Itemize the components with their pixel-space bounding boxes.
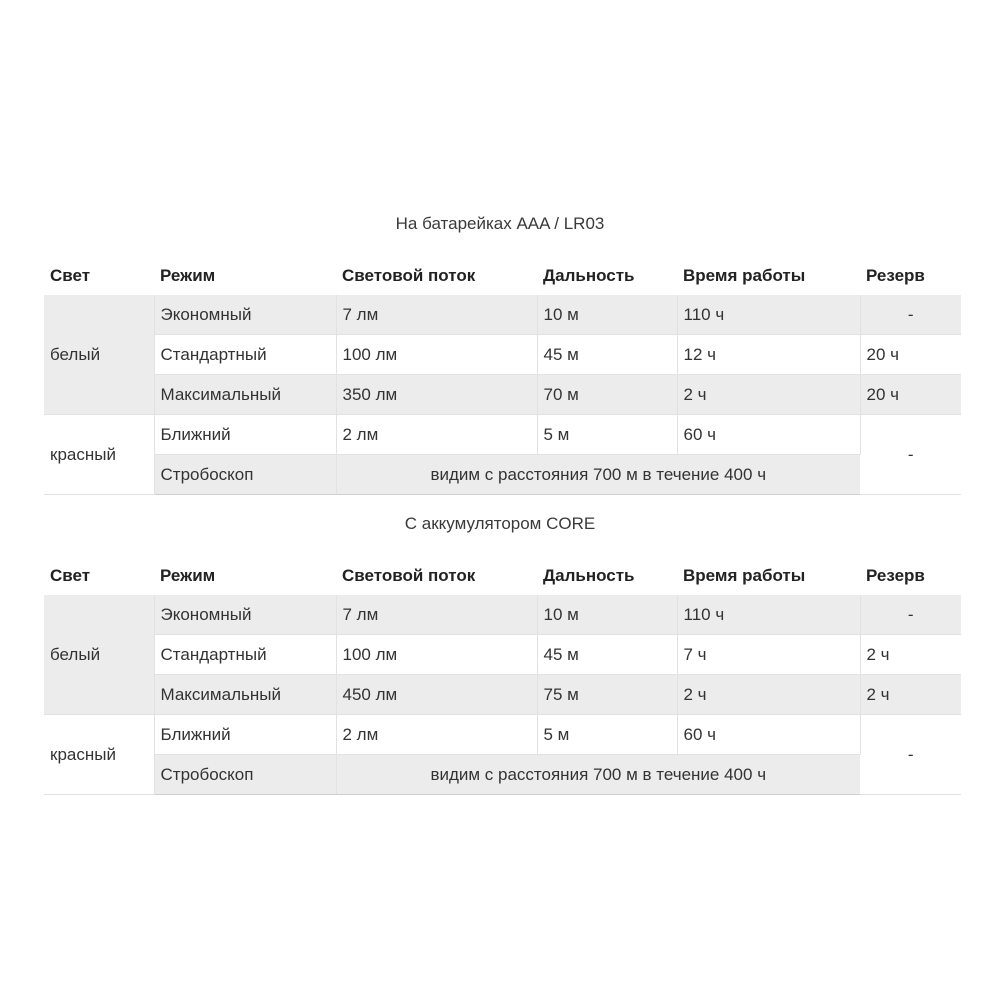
reserve-cell: - [860, 715, 961, 795]
flux-cell: 7 лм [336, 595, 537, 635]
flux-cell: 2 лм [336, 415, 537, 455]
table-row [44, 595, 961, 635]
mode-cell: Стандартный [154, 635, 336, 675]
table-caption: С аккумулятором CORE [404, 514, 596, 533]
flux-cell: 450 лм [336, 675, 537, 715]
table-row [44, 335, 961, 375]
spec-table-batteries [44, 256, 961, 495]
header-range: Дальность [537, 256, 677, 295]
runtime-cell: 110 ч [677, 295, 860, 335]
range-cell: 70 м [537, 375, 677, 415]
header-runtime: Время работы [677, 556, 860, 595]
header-mode: Режим [154, 556, 336, 595]
mode-cell: Экономный [154, 295, 336, 335]
table-row [44, 295, 961, 335]
mode-cell: Ближний [154, 715, 336, 755]
runtime-cell: 2 ч [677, 375, 860, 415]
mode-cell: Стробоскоп [154, 455, 336, 495]
table-row [44, 755, 961, 795]
header-range: Дальность [537, 556, 677, 595]
mode-cell: Ближний [154, 415, 336, 455]
mode-cell: Максимальный [154, 675, 336, 715]
light-color-cell: белый [44, 595, 154, 715]
spec-table-core [44, 556, 961, 795]
strobe-note-cell: видим с расстояния 700 м в течение 400 ч [336, 755, 860, 795]
range-cell: 10 м [537, 295, 677, 335]
light-color-cell: красный [44, 415, 154, 495]
flux-cell: 350 лм [336, 375, 537, 415]
header-flux: Световой поток [336, 556, 537, 595]
header-flux: Световой поток [336, 256, 537, 295]
mode-cell: Максимальный [154, 375, 336, 415]
table-row [44, 455, 961, 495]
range-cell: 75 м [537, 675, 677, 715]
flux-cell: 100 лм [336, 635, 537, 675]
reserve-cell: 2 ч [860, 675, 961, 715]
table-row [44, 635, 961, 675]
table-row [44, 415, 961, 455]
mode-cell: Стандартный [154, 335, 336, 375]
runtime-cell: 60 ч [677, 715, 860, 755]
header-reserve: Резерв [860, 556, 961, 595]
range-cell: 45 м [537, 635, 677, 675]
table-row [44, 715, 961, 755]
table-row [44, 375, 961, 415]
header-light: Свет [44, 556, 154, 595]
table-caption: На батарейках AAA / LR03 [395, 214, 605, 233]
reserve-cell: - [860, 595, 961, 635]
table-header-row [44, 256, 961, 295]
range-cell: 10 м [537, 595, 677, 635]
runtime-cell: 60 ч [677, 415, 860, 455]
mode-cell: Экономный [154, 595, 336, 635]
header-runtime: Время работы [677, 256, 860, 295]
header-light: Свет [44, 256, 154, 295]
mode-cell: Стробоскоп [154, 755, 336, 795]
runtime-cell: 7 ч [677, 635, 860, 675]
range-cell: 5 м [537, 415, 677, 455]
runtime-cell: 12 ч [677, 335, 860, 375]
reserve-cell: - [860, 415, 961, 495]
runtime-cell: 110 ч [677, 595, 860, 635]
header-mode: Режим [154, 256, 336, 295]
table-row [44, 675, 961, 715]
flux-cell: 7 лм [336, 295, 537, 335]
range-cell: 45 м [537, 335, 677, 375]
table-header-row [44, 556, 961, 595]
strobe-note-cell: видим с расстояния 700 м в течение 400 ч [336, 455, 860, 495]
reserve-cell: - [860, 295, 961, 335]
flux-cell: 2 лм [336, 715, 537, 755]
reserve-cell: 20 ч [860, 375, 961, 415]
reserve-cell: 20 ч [860, 335, 961, 375]
reserve-cell: 2 ч [860, 635, 961, 675]
range-cell: 5 м [537, 715, 677, 755]
flux-cell: 100 лм [336, 335, 537, 375]
header-reserve: Резерв [860, 256, 961, 295]
light-color-cell: белый [44, 295, 154, 415]
light-color-cell: красный [44, 715, 154, 795]
runtime-cell: 2 ч [677, 675, 860, 715]
